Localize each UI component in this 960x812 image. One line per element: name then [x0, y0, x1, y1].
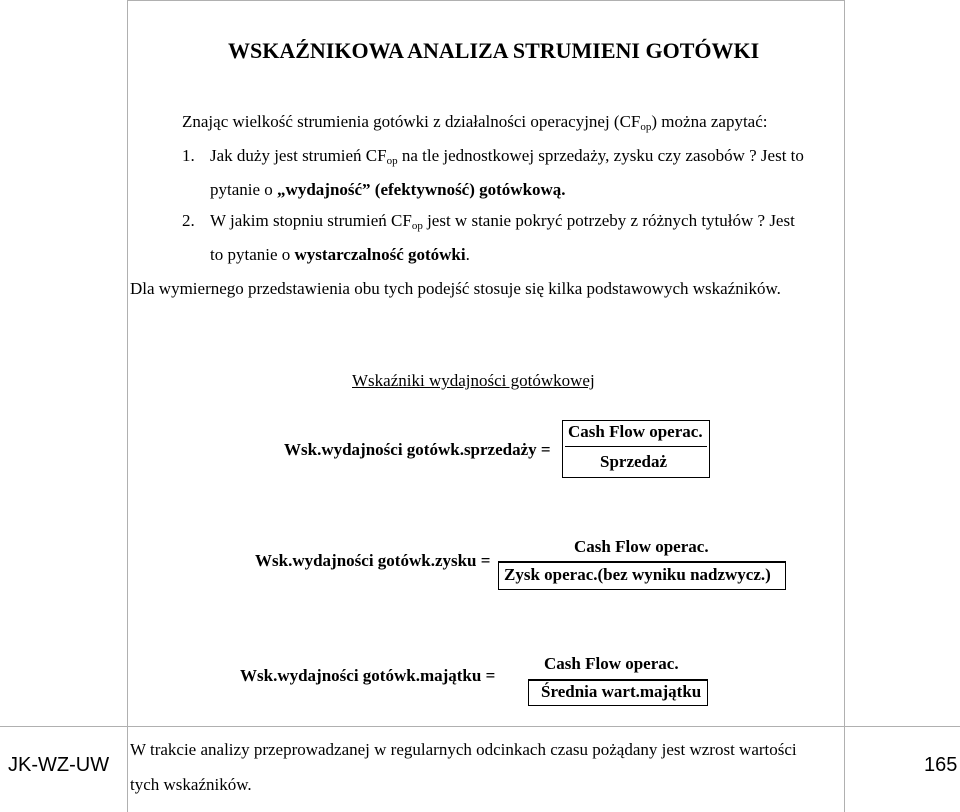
page-number: 165	[924, 754, 958, 776]
footer-author-code: JK-WZ-UW	[8, 754, 110, 776]
formula-3-lhs: Wsk.wydajności gotówk.majątku =	[240, 666, 496, 685]
intro-paragraph	[182, 112, 768, 133]
item1-text-end: na tle jednostkowej sprzedaży, zysku czy zasobów ? Jest to	[397, 146, 804, 165]
formula-2-denominator: Zysk operac.(bez wyniku nadzwycz.)	[504, 565, 771, 584]
item1-line2-text: pytanie o	[210, 180, 278, 199]
formula-2-lhs: Wsk.wydajności gotówk.zysku =	[255, 551, 491, 570]
intro-text-end: ) można zapytać:	[651, 112, 768, 131]
footer-divider	[0, 726, 960, 727]
item1-line2-bold: „wydajność” (efektywność) gotówkową.	[277, 180, 566, 199]
formula-2-fraction-bar	[498, 561, 786, 562]
intro-subscript: op	[640, 121, 652, 133]
formula-3-numerator: Cash Flow operac.	[544, 654, 679, 673]
item2-text-end: jest w stanie pokryć potrzeby z różnych tytułów ? Jest	[422, 211, 795, 230]
item2-number: 2.	[182, 211, 195, 230]
formula-1-denominator: Sprzedaż	[600, 452, 668, 471]
item2-line2-end: .	[465, 245, 470, 264]
item2-line1	[210, 211, 795, 232]
item1-line1	[210, 146, 804, 167]
formula-2-numerator: Cash Flow operac.	[574, 537, 709, 556]
item1-line2	[210, 180, 566, 200]
closing-line-2: tych wskaźników.	[130, 775, 252, 794]
item1-number: 1.	[182, 146, 195, 165]
formula-3-fraction-bar	[528, 679, 708, 680]
item1-text: Jak duży jest strumień CF	[210, 146, 387, 165]
formula-3-denominator: Średnia wart.majątku	[541, 682, 702, 701]
item2-line2	[210, 245, 470, 265]
item2-line2-bold: wystarczalność gotówki	[294, 245, 466, 264]
formula-1-numerator: Cash Flow operac.	[568, 422, 703, 441]
section-title: Wskaźniki wydajności gotówkowej	[352, 371, 595, 390]
closing-line-1: W trakcie analizy przeprowadzanej w regularnych odcinkach czasu pożądany jest wzrost wartości	[130, 740, 797, 759]
formula-1-fraction-bar	[565, 446, 707, 447]
item2-line2-text: to pytanie o	[210, 245, 295, 264]
item2-text: W jakim stopniu strumień CF	[210, 211, 412, 230]
page-title: WSKAŹNIKOWA ANALIZA STRUMIENI GOTÓWKI	[228, 38, 760, 63]
item1-subscript: op	[386, 155, 398, 167]
item2-subscript: op	[411, 220, 423, 232]
summary-paragraph: Dla wymiernego przedstawienia obu tych podejść stosuje się kilka podstawowych wskaźników.	[130, 279, 781, 298]
formula-1-lhs: Wsk.wydajności gotówk.sprzedaży =	[284, 440, 551, 459]
intro-text: Znając wielkość strumienia gotówki z działalności operacyjnej (CF	[182, 112, 641, 131]
